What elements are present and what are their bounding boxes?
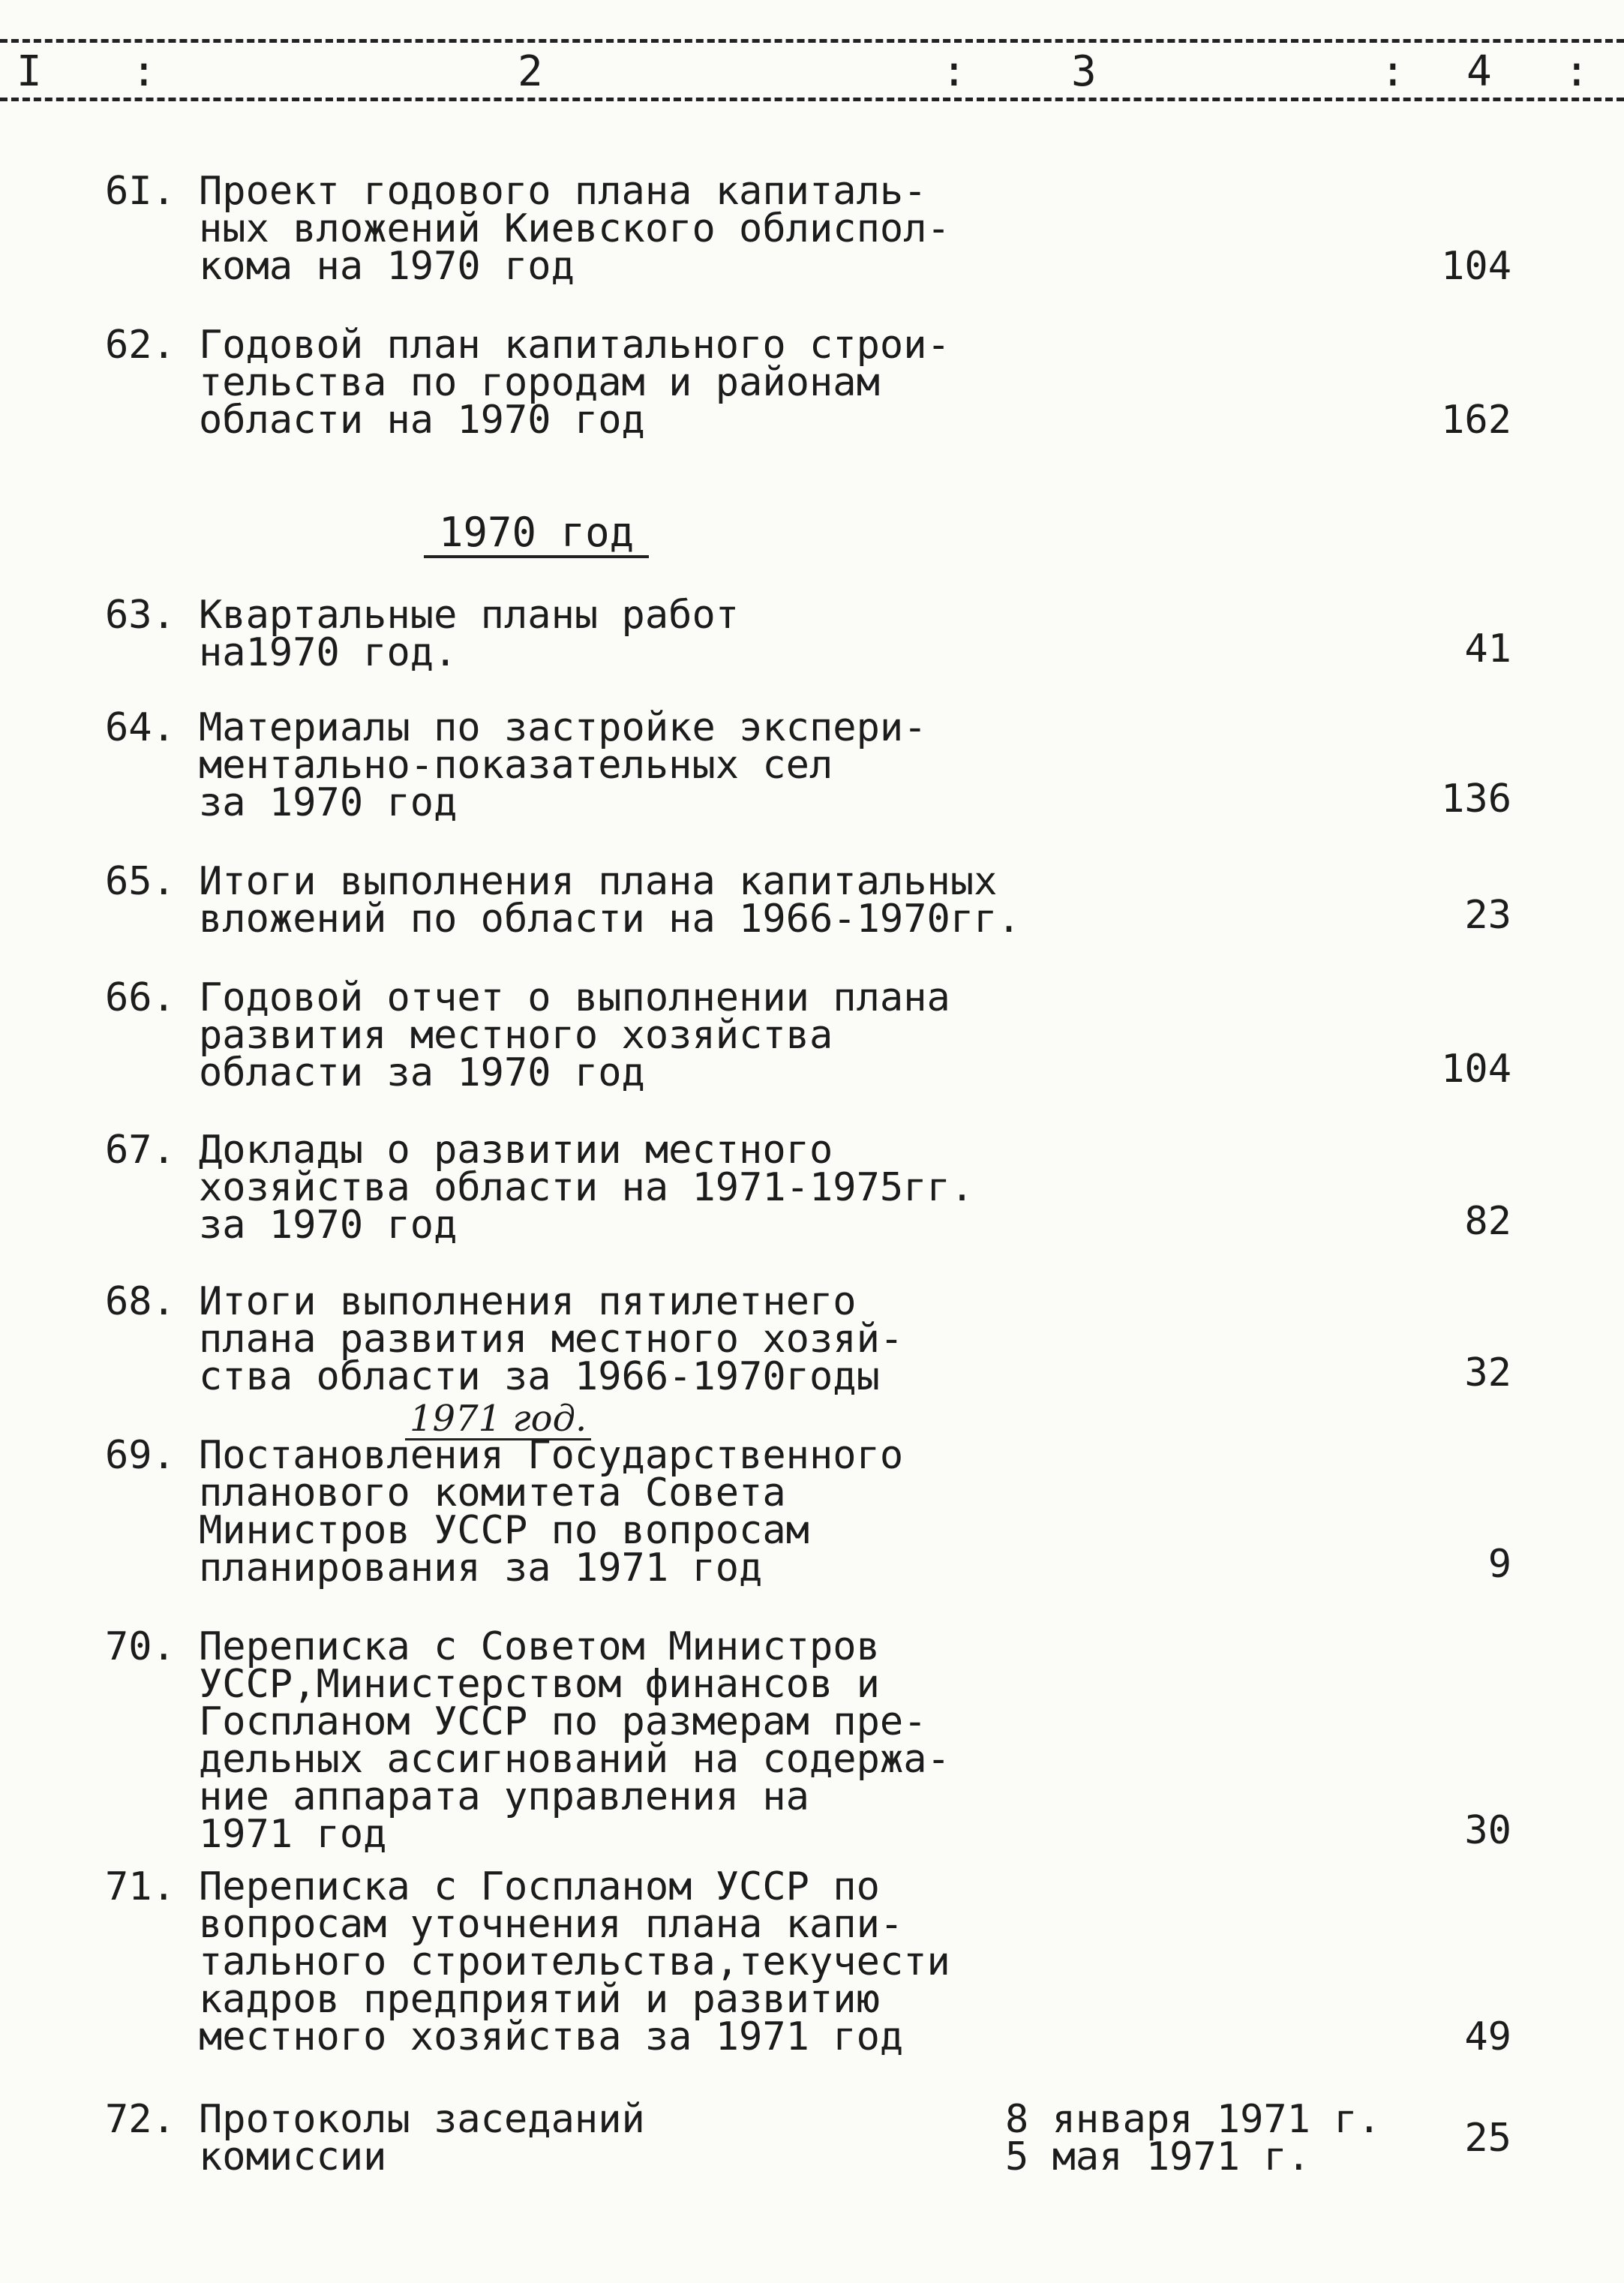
header-col-1: I (17, 47, 42, 96)
entry-count: 136 (1441, 777, 1511, 822)
entry-count: 162 (1441, 398, 1511, 443)
entry-title: Годовой отчет о выполнении плана развития местного хозяйства области за 1970 год (199, 975, 950, 1095)
year-heading-1971: 1971 год. (405, 1399, 591, 1440)
entry-count: 49 (1464, 2014, 1511, 2059)
entry-count: 104 (1441, 244, 1511, 289)
entry-number: 6I. (105, 169, 176, 214)
header-col-3: 3 (1071, 47, 1097, 96)
entry-dates: 8 января 1971 г. 5 мая 1971 г. (1005, 2097, 1381, 2179)
entry-number: 71. (105, 1864, 176, 1909)
entry-count: 30 (1464, 1808, 1511, 1853)
entry-number: 69. (105, 1433, 176, 1478)
entry-number: 70. (105, 1624, 176, 1669)
header-separator: : (1564, 47, 1589, 96)
entry-number: 62. (105, 323, 176, 368)
header-col-2: 2 (518, 47, 543, 96)
entry-count: 25 (1464, 2116, 1511, 2161)
header-separator: : (1380, 47, 1406, 96)
entry-title: Материалы по застройке экспери- ментально-показательных сел за 1970 год (199, 705, 927, 825)
entry-number: 63. (105, 593, 176, 638)
entry-title: Квартальные планы работ на1970 год. (199, 593, 740, 675)
entry-title: Постановления Государственного планового комитета Совета Министров УССР по вопросам планирования за 1971 год (199, 1433, 904, 1591)
entry-count: 104 (1441, 1047, 1511, 1092)
year-heading-1970: 1970 год (424, 510, 649, 558)
entry-title: Переписка с Советом Министров УССР,Министерством финансов и Госпланом УССР по размерам пре- дельных ассигнований на содержа- ние аппарата управления на 1971 год (199, 1624, 950, 1857)
entry-number: 72. (105, 2097, 176, 2142)
entry-count: 9 (1487, 1542, 1511, 1587)
header-separator: : (941, 47, 967, 96)
entry-count: 32 (1464, 1350, 1511, 1395)
entry-title: Протоколы заседаний комиссии (199, 2097, 645, 2179)
entry-title: Проект годового плана капиталь- ных вложений Киевского облиспол- кома на 1970 год (199, 169, 950, 289)
header-separator: : (131, 47, 157, 96)
entry-number: 66. (105, 975, 176, 1020)
entry-title: Годовой план капитального строи- тельства по городам и районам области на 1970 год (199, 323, 950, 443)
entry-number: 64. (105, 705, 176, 750)
entry-title: Переписка с Госпланом УССР по вопросам уточнения плана капи- тального строительства,текучести кадров предприятий и развитию местного хозяйства за 1971 год (199, 1864, 950, 2059)
entry-count: 82 (1464, 1199, 1511, 1244)
entry-title: Итоги выполнения плана капитальных вложений по области на 1966-1970гг. (199, 859, 1021, 942)
header-col-4: 4 (1466, 47, 1492, 96)
entry-number: 65. (105, 859, 176, 904)
entry-number: 68. (105, 1279, 176, 1324)
entry-count: 23 (1464, 893, 1511, 938)
header-top-rule (0, 39, 1624, 43)
entry-title: Итоги выполнения пятилетнего плана развития местного хозяй- ства области за 1966-1970годы (199, 1279, 904, 1399)
entry-title: Доклады о развитии местного хозяйства области на 1971-1975гг. за 1970 год (199, 1128, 974, 1248)
entry-number: 67. (105, 1128, 176, 1173)
header-bottom-rule (0, 98, 1624, 101)
entry-count: 41 (1464, 626, 1511, 671)
